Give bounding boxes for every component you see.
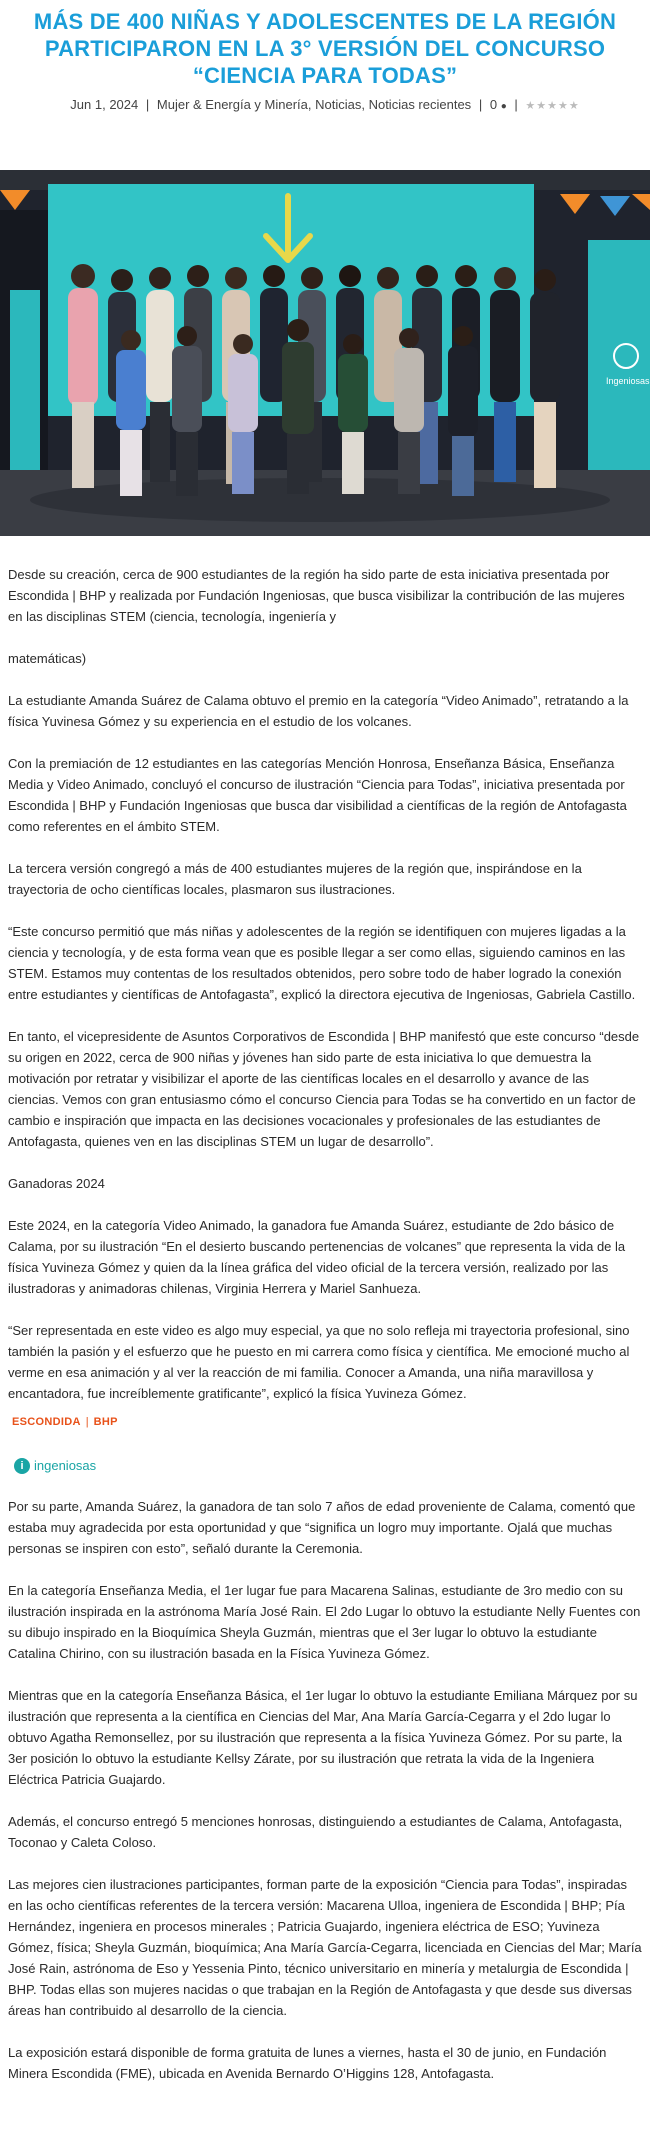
paragraph: La exposición estará disponible de forma gratuita de lunes a viernes, hasta el 30 de junio, en Fundación Minera Escondida (FME), ubicada en Avenida Bernardo O’Higgins 128, Antofagasta. xyxy=(8,2045,607,2081)
paragraph: Además, el concurso entregó 5 menciones honrosas, distinguiendo a estudiantes de Calama, Antofagasta, Toconao y Caleta Coloso. xyxy=(8,1814,623,1850)
meta-separator: | xyxy=(514,97,518,112)
ingeniosas-logo-text: ingeniosas xyxy=(34,1458,97,1473)
ingeniosas-logo-icon: i xyxy=(14,1458,30,1474)
hero-photo xyxy=(0,170,650,536)
paragraph: Por su parte, Amanda Suárez, la ganadora de tan solo 7 años de edad proveniente de Calama, comentó que estaba muy agradecida por esta oportunidad y que “significa un logro muy importante. Ojalá que muchas personas se inspiren con esto”, señaló durante la Ceremonia. xyxy=(8,1499,636,1556)
paragraph: En la categoría Enseñanza Media, el 1er lugar fue para Macarena Salinas, estudiante de 3ro medio con su ilustración inspirada en la astrónoma María José Rain. El 2do Lugar lo obtuvo la estudiante Nelly Fuentes con su dibujo inspirado en la Bioquímica Sheyla Guzmán, mientras que el 3er lugar lo obtuvo la estudiante Catalina Chirino, con su ilustración basada en la Física Yuvineza Gómez. xyxy=(8,1583,641,1661)
paragraph: Desde su creación, cerca de 900 estudiantes de la región ha sido parte de esta iniciativa presentada por Escondida | BHP y realizada por Fundación Ingeniosas, que busca visibilizar la contribución de las mujeres en las disciplinas STEM (ciencia, tecnología, ingeniería y xyxy=(8,567,625,624)
paragraph: Con la premiación de 12 estudiantes en las categorías Mención Honrosa, Enseñanza Básica, Enseñanza Media y Video Animado, concluyó el concurso de ilustración “Ciencia para Todas”, iniciativa presentada por Escondida | BHP y Fundación Ingeniosas que busca dar visibilidad a científicas de la región de Antofagasta como referentes en el ámbito STEM. xyxy=(8,756,627,834)
screen-logo-text: Ingeniosas xyxy=(606,376,650,386)
section-heading: Ganadoras 2024 xyxy=(8,1176,105,1191)
article-body xyxy=(0,564,650,2084)
escondida-bhp-logo xyxy=(12,1412,642,1433)
meta-separator: | xyxy=(478,97,483,112)
quote-paragraph: “Este concurso permitió que más niñas y adolescentes de la región se identifiquen con mujeres ligadas a la ciencia y tecnología, y de esta forma vean que es posible llegar a ser como ellas, siguiendo caminos en las STEM. Estamos muy contentas de los resultados obtenidos, pero sobre todo de haber logrado la conexión entre estudiantes y científicas de Antofagasta”, explicó la directora ejecutiva de Ingeniosas, Gabriela Castillo. xyxy=(8,924,636,1002)
post-categories[interactable]: Mujer & Energía y Minería, Noticias, Noticias recientes xyxy=(156,97,472,112)
paragraph: Las mejores cien ilustraciones participantes, forman parte de la exposición “Ciencia para Todas”, inspiradas en las ocho científicas referentes de la tercera versión: Macarena Ulloa, ingeniera de Escondida | BHP; Pía Hernández, ingeniera en procesos minerales ; Patricia Guajardo, ingeniera eléctrica de ESO; Yuvineza Gómez, física; Sheyla Guzmán, bioquímica; Ana María García-Cegarra, licenciada en Ciencias del Mar; María José Rain, astrónoma de Eso y Yessenia Pinto, técnico universitario en minería y metalurgia de Escondida | BHP. Todas ellas son mujeres nacidas o que trabajan en la Región de Antofagasta y que desde sus diversas áreas han contribuido al desarrollo de la ciencia. xyxy=(8,1877,642,2018)
group-photo-illustration xyxy=(0,170,650,536)
paragraph: La estudiante Amanda Suárez de Calama obtuvo el premio en la categoría “Video Animado”, retratando a la física Yuvinesa Gómez y su experiencia en el estudio de los volcanes. xyxy=(8,693,629,729)
quote-paragraph: En tanto, el vicepresidente de Asuntos Corporativos de Escondida | BHP manifestó que este concurso “desde su origen en 2022, cerca de 900 niñas y jóvenes han sido parte de esta iniciativa lo que demuestra la motivación por retratar y visibilizar el aporte de las científicas locales en el desarrollo y avance de las ciencias. Vemos con gran entusiasmo cómo el concurso Ciencia para Todas se ha convertido en un factor de cambio e inspiración que impacta en las decisiones vocacionales y profesionales de las estudiantes de Antofagasta, quienes ven en las disciplinas STEM un lugar de desarrollo”. xyxy=(8,1029,640,1149)
paragraph: La tercera versión congregó a más de 400 estudiantes mujeres de la región que, inspirándose en la trayectoria de ocho científicas locales, plasmaron sus ilustraciones. xyxy=(8,861,582,897)
comment-icon: ● xyxy=(500,101,507,112)
post-date: Jun 1, 2024 xyxy=(70,97,139,112)
quote-paragraph: “Ser representada en este video es algo muy especial, ya que no solo refleja mi trayectoria profesional, sino también la pasión y el esfuerzo que he puesto en mi carrera como física y científica. Me emocioné mucho al verme en esa animación y al ver la reacción de mi familia. Conocer a Amanda, una niña maravillosa y encantadora, fue increíblemente gratificante”, explicó la física Yuvineza Gómez. xyxy=(8,1323,630,1401)
comment-count[interactable]: 0 xyxy=(489,97,498,112)
logo-divider: | xyxy=(85,1416,89,1428)
meta-separator: | xyxy=(145,97,150,112)
article-title: MÁS DE 400 NIÑAS Y ADOLESCENTES DE LA REGIÓN PARTICIPARON EN LA 3° VERSIÓN DEL CONCURSO “CIENCIA PARA TODAS” xyxy=(33,9,617,88)
paragraph: matemáticas) xyxy=(8,651,87,666)
paragraph: Mientras que en la categoría Enseñanza Básica, el 1er lugar lo obtuvo la estudiante Emiliana Márquez por su ilustración que representa a la científica en Ciencias del Mar, Ana María García-Cegarra y el 2do lugar lo obtuvo Agatha Remonsellez, por su ilustración que representa a la física Yuvineza Gómez. Por su parte, la 3er posición lo obtuvo la estudiante Kellsy Zárate, por su ilustración que retrata la vida de la Ingeniera Eléctrica Patricia Guajardo. xyxy=(8,1688,638,1787)
rating-stars: ★★★★★ xyxy=(525,100,580,112)
paragraph: Este 2024, en la categoría Video Animado, la ganadora fue Amanda Suárez, estudiante de 2do básico de Calama, por su ilustración “En el desierto buscando pertenencias de volcanes” que representa la vida de la física Yuvineza Gómez y quien da la línea gráfica del video oficial de la tercera versión, realizado por las ilustradoras y animadoras chilenas, Virginia Herrera y Mariel Sanhueza. xyxy=(8,1218,626,1296)
post-meta xyxy=(0,97,650,112)
bhp-logo-text: BHP xyxy=(93,1416,118,1428)
ingeniosas-logo xyxy=(14,1455,642,1476)
escondida-logo-text: ESCONDIDA xyxy=(12,1416,81,1428)
